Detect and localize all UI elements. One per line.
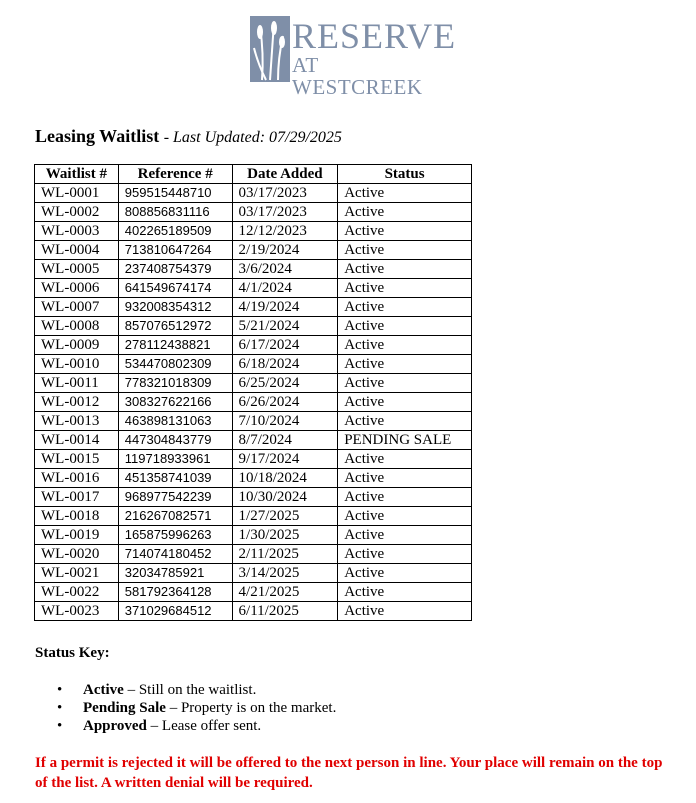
last-updated: - Last Updated: 07/29/2025 [163,129,342,146]
denial-notice: If a permit is rejected it will be offered to the next person in line. Your place will remain on the top of the list. A written denial will be required. [35,755,663,791]
status-cell: Active [338,279,472,298]
logo-text-reserve: RESERVE [292,16,457,56]
waitlist-number-cell: WL-0021 [35,564,119,583]
date-added-cell: 03/17/2023 [232,184,338,203]
list-item [35,681,336,699]
date-added-cell: 4/21/2025 [232,583,338,602]
date-added-cell: 7/10/2024 [232,412,338,431]
waitlist-number-cell: WL-0017 [35,488,119,507]
list-item [35,717,336,735]
status-cell: Active [338,450,472,469]
table-row [35,602,472,621]
reference-number-cell: 402265189509 [118,222,232,241]
bullet-icon: • [57,682,63,698]
waitlist-number-cell: WL-0011 [35,374,119,393]
waitlist-number-cell: WL-0005 [35,260,119,279]
table-row [35,374,472,393]
reference-number-cell: 714074180452 [118,545,232,564]
reference-number-cell: 857076512972 [118,317,232,336]
date-added-cell: 4/1/2024 [232,279,338,298]
status-cell: PENDING SALE [338,431,472,450]
table-row [35,279,472,298]
title-text: Leasing Waitlist [35,126,160,146]
reference-number-cell: 32034785921 [118,564,232,583]
date-added-cell: 3/6/2024 [232,260,338,279]
reference-number-cell: 959515448710 [118,184,232,203]
waitlist-number-cell: WL-0002 [35,203,119,222]
date-added-cell: 8/7/2024 [232,431,338,450]
date-added-cell: 10/30/2024 [232,488,338,507]
date-added-cell: 03/17/2023 [232,203,338,222]
table-row [35,431,472,450]
waitlist-number-cell: WL-0019 [35,526,119,545]
waitlist-number-cell: WL-0016 [35,469,119,488]
table-row [35,298,472,317]
table-row [35,564,472,583]
status-cell: Active [338,564,472,583]
status-cell: Active [338,298,472,317]
reference-number-cell: 165875996263 [118,526,232,545]
key-term: Active [83,682,124,698]
table-row [35,260,472,279]
bullet-icon: • [57,718,63,734]
key-desc: – Property is on the market. [165,700,337,716]
header-status: Status [338,165,472,184]
waitlist-number-cell: WL-0007 [35,298,119,317]
table-row [35,393,472,412]
logo [250,14,457,99]
bullet-icon: • [57,700,63,716]
status-cell: Active [338,222,472,241]
table-row [35,488,472,507]
reference-number-cell: 216267082571 [118,507,232,526]
waitlist-number-cell: WL-0001 [35,184,119,203]
waitlist-number-cell: WL-0013 [35,412,119,431]
status-cell: Active [338,241,472,260]
header-reference: Reference # [118,165,232,184]
table-row [35,355,472,374]
status-cell: Active [338,583,472,602]
waitlist-number-cell: WL-0009 [35,336,119,355]
reference-number-cell: 641549674174 [118,279,232,298]
status-cell: Active [338,260,472,279]
waitlist-number-cell: WL-0010 [35,355,119,374]
table-row [35,412,472,431]
reference-number-cell: 463898131063 [118,412,232,431]
date-added-cell: 6/18/2024 [232,355,338,374]
reference-number-cell: 237408754379 [118,260,232,279]
reference-number-cell: 447304843779 [118,431,232,450]
reference-number-cell: 119718933961 [118,450,232,469]
waitlist-number-cell: WL-0006 [35,279,119,298]
status-cell: Active [338,393,472,412]
date-added-cell: 2/19/2024 [232,241,338,260]
reference-number-cell: 932008354312 [118,298,232,317]
table-row [35,336,472,355]
status-cell: Active [338,374,472,393]
waitlist-number-cell: WL-0015 [35,450,119,469]
status-cell: Active [338,184,472,203]
page-title [35,126,342,147]
table-row [35,583,472,602]
table-row [35,450,472,469]
status-cell: Active [338,602,472,621]
reference-number-cell: 581792364128 [118,583,232,602]
waitlist-number-cell: WL-0003 [35,222,119,241]
key-term: Approved [83,718,147,734]
waitlist-number-cell: WL-0022 [35,583,119,602]
header-date-added: Date Added [232,165,338,184]
status-cell: Active [338,412,472,431]
status-cell: Active [338,203,472,222]
key-desc: – Lease offer sent. [146,718,262,734]
table-row [35,241,472,260]
waitlist-number-cell: WL-0008 [35,317,119,336]
list-item [35,699,336,717]
date-added-cell: 10/18/2024 [232,469,338,488]
date-added-cell: 6/25/2024 [232,374,338,393]
status-cell: Active [338,507,472,526]
waitlist-number-cell: WL-0012 [35,393,119,412]
key-desc: – Still on the waitlist. [123,682,257,698]
reference-number-cell: 308327622166 [118,393,232,412]
status-cell: Active [338,336,472,355]
status-cell: Active [338,545,472,564]
date-added-cell: 9/17/2024 [232,450,338,469]
status-cell: Active [338,469,472,488]
reference-number-cell: 808856831116 [118,203,232,222]
date-added-cell: 6/26/2024 [232,393,338,412]
table-header-row [35,165,472,184]
waitlist-number-cell: WL-0014 [35,431,119,450]
waitlist-number-cell: WL-0020 [35,545,119,564]
waitlist-number-cell: WL-0023 [35,602,119,621]
key-term: Pending Sale [83,700,166,716]
reference-number-cell: 278112438821 [118,336,232,355]
reference-number-cell: 371029684512 [118,602,232,621]
status-cell: Active [338,526,472,545]
date-added-cell: 6/17/2024 [232,336,338,355]
status-cell: Active [338,488,472,507]
reference-number-cell: 451358741039 [118,469,232,488]
date-added-cell: 6/11/2025 [232,602,338,621]
date-added-cell: 5/21/2024 [232,317,338,336]
cattail-reeds-icon [250,14,290,84]
status-cell: Active [338,355,472,374]
reference-number-cell: 534470802309 [118,355,232,374]
status-key-title: Status Key: [35,645,110,661]
date-added-cell: 12/12/2023 [232,222,338,241]
header-waitlist: Waitlist # [35,165,119,184]
waitlist-number-cell: WL-0018 [35,507,119,526]
date-added-cell: 3/14/2025 [232,564,338,583]
waitlist-number-cell: WL-0004 [35,241,119,260]
status-cell: Active [338,317,472,336]
table-row [35,203,472,222]
status-key-list [35,681,336,735]
logo-text-westcreek: AT WESTCREEK [292,53,423,99]
date-added-cell: 1/27/2025 [232,507,338,526]
table-row [35,545,472,564]
table-row [35,469,472,488]
table-row [35,222,472,241]
date-added-cell: 2/11/2025 [232,545,338,564]
table-row [35,317,472,336]
table-row [35,526,472,545]
reference-number-cell: 968977542239 [118,488,232,507]
date-added-cell: 4/19/2024 [232,298,338,317]
table-row [35,184,472,203]
waitlist-table [34,164,472,621]
table-row [35,507,472,526]
date-added-cell: 1/30/2025 [232,526,338,545]
reference-number-cell: 713810647264 [118,241,232,260]
reference-number-cell: 778321018309 [118,374,232,393]
